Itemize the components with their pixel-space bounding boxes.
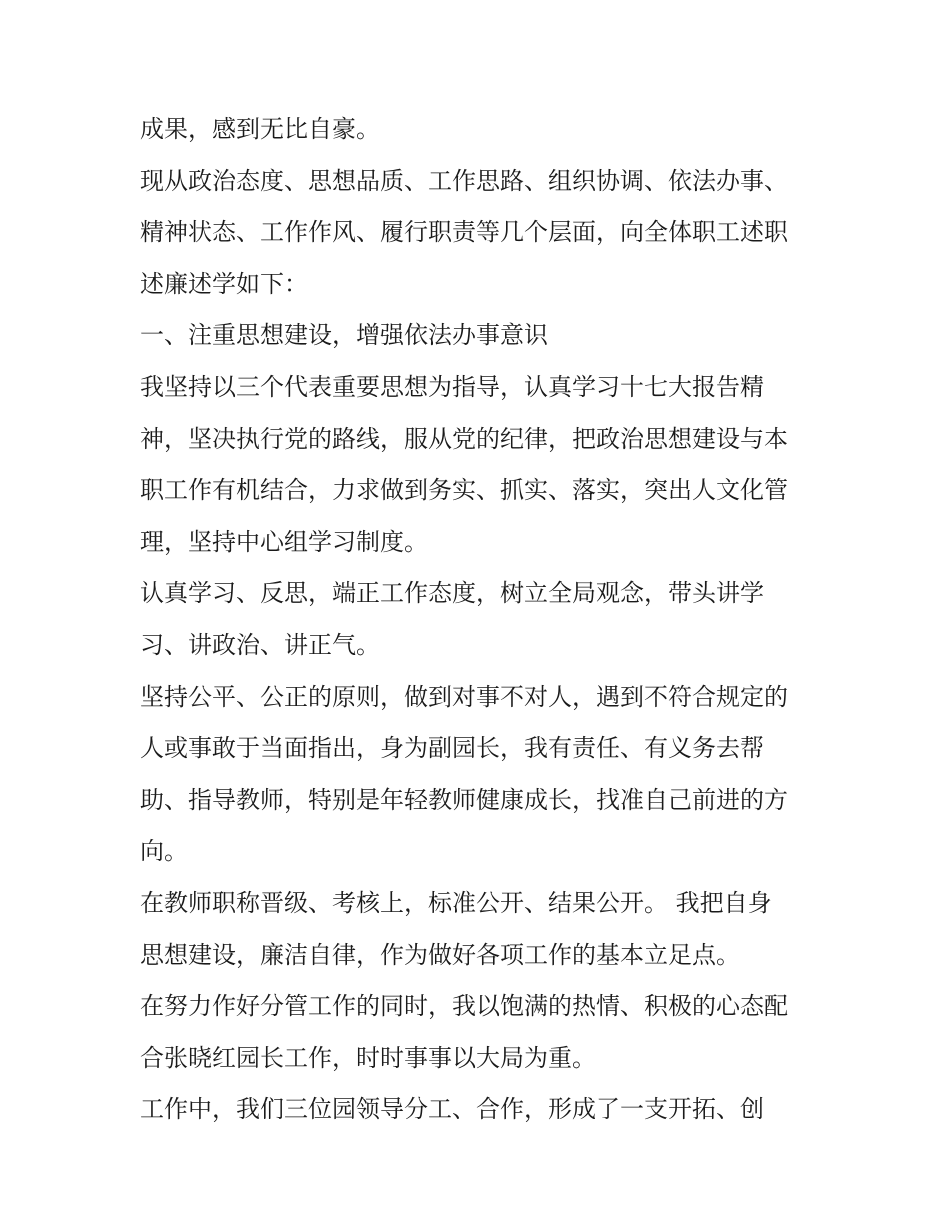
text-line: 精神状态、工作作风、履行职责等几个层面，向全体职工述职 (140, 218, 788, 247)
text-line: 职工作有机结合，力求做到务实、抓实、落实，突出人文化管 (140, 476, 788, 505)
text-line: 成果，感到无比自豪。 (140, 115, 380, 143)
text-line: 在努力作好分管工作的同时，我以饱满的热情、积极的心态配 (140, 992, 788, 1021)
text-line: 坚持公平、公正的原则，做到对事不对人，遇到不符合规定的 (140, 682, 788, 711)
text-line: 述廉述学如下： (140, 269, 308, 298)
text-line: 向。 (140, 837, 188, 866)
text-line: 认真学习、反思，端正工作态度，树立全局观念，带头讲学 (140, 579, 764, 608)
text-line: 神，坚决执行党的路线，服从党的纪律，把政治思想建设与本 (140, 424, 788, 453)
text-line: 合张晓红园长工作，时时事事以大局为重。 (140, 1043, 596, 1072)
text-line: 我坚持以三个代表重要思想为指导，认真学习十七大报告精 (140, 372, 764, 401)
section-heading: 一、注重思想建设，增强依法办事意识 (140, 321, 548, 350)
text-line: 助、指导教师，特别是年轻教师健康成长，找准自己前进的方 (140, 785, 788, 814)
text-line: 理，坚持中心组学习制度。 (140, 527, 428, 556)
text-line: 现从政治态度、思想品质、工作思路、组织协调、依法办事、 (140, 166, 788, 195)
document-body (140, 104, 830, 1136)
text-line: 人或事敢于当面指出，身为副园长，我有责任、有义务去帮 (140, 734, 764, 763)
text-line: 习、讲政治、讲正气。 (140, 630, 380, 659)
text-line: 工作中，我们三位园领导分工、合作，形成了一支开拓、创 (140, 1095, 764, 1124)
text-line: 在教师职称晋级、考核上，标准公开、结果公开。 我把自身 (140, 888, 772, 917)
text-line: 思想建设，廉洁自律，作为做好各项工作的基本立足点。 (140, 940, 740, 969)
